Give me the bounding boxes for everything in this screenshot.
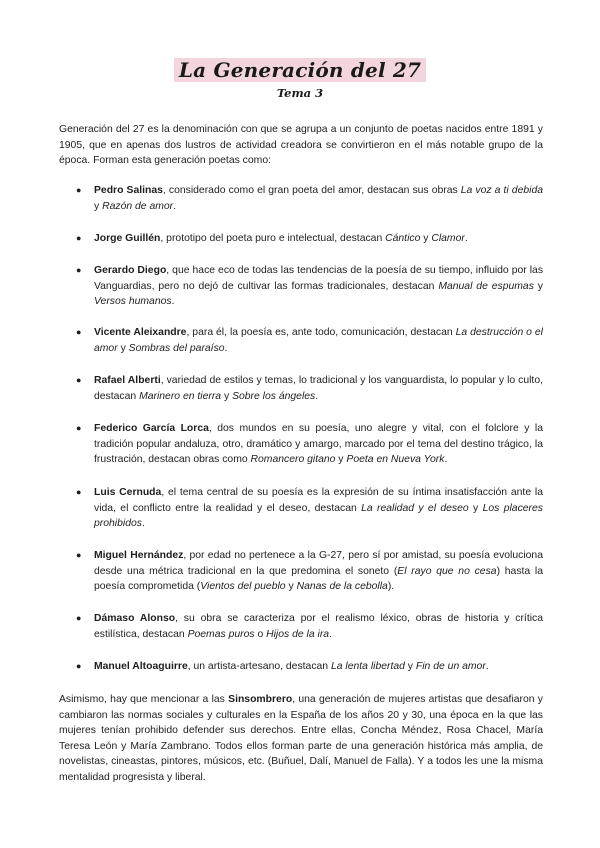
poet-entry-text: Rafael Alberti, variedad de estilos y temas, lo tradicional y los vanguardista, lo popular y lo culto, destacan Marinero en tierra y Sobre los ángeles. bbox=[94, 375, 543, 402]
bullet-icon: ● bbox=[76, 233, 82, 243]
bullet-icon: ● bbox=[76, 487, 82, 497]
poet-entry-text: Dámaso Alonso, su obra se caracteriza por el realismo léxico, obras de historia y crítica estilística, destacan Poemas puros o Hijos de la ira. bbox=[94, 613, 543, 640]
work-title: La realidad y el deseo bbox=[361, 502, 469, 514]
poet-entry-text: Gerardo Diego, que hace eco de todas las tendencias de la poesía de su tiempo, influido por las Vanguardias, pero no dejó de cultivar las formas tradicionales, destacan Manual de espumas y Versos humanos. bbox=[94, 265, 544, 307]
bullet-icon: ● bbox=[76, 185, 82, 195]
work-title: Romancero gitano bbox=[250, 454, 336, 465]
poet-entry-text: Jorge Guillén, prototipo del poeta puro e intelectual, destacan Cántico y Clamor. bbox=[94, 233, 468, 244]
work-title: Los placeres prohibidos bbox=[94, 502, 543, 529]
poet-entry-text: Manuel Altoaguirre, un artista-artesano, destacan La lenta libertad y Fin de un amor. bbox=[94, 661, 489, 672]
bullet-icon: ● bbox=[76, 327, 82, 337]
poet-entry-text: Pedro Salinas, considerado como el gran poeta del amor, destacan sus obras La voz a ti debida y Razón de amor. bbox=[94, 185, 544, 212]
poet-name: Jorge Guillén bbox=[94, 233, 161, 244]
poet-entry-text: Vicente Aleixandre, para él, la poesía es, ante todo, comunicación, destacan La destrucción o el amor y Sombras del paraíso. bbox=[94, 327, 543, 354]
work-title: El rayo que no cesa bbox=[397, 565, 497, 577]
work-title: Sobre los ángeles bbox=[232, 390, 316, 402]
work-title: Manual de espumas bbox=[438, 280, 534, 292]
work-title: La destrucción o el amor bbox=[94, 327, 543, 354]
work-title: Marinero en tierra bbox=[139, 390, 222, 402]
poet-entry-text: Miguel Hernández, por edad no pertenece a la G-27, pero sí por amistad, su poesía evoluciona desde una métrica tradicional en la que predomina el soneto (El rayo que no cesa) hasta la poesía comprometida (Vientos del pueblo y Nanas de la cebolla). bbox=[94, 550, 544, 592]
title-block bbox=[0, 58, 600, 82]
poet-entry-text: Federico García Lorca, dos mundos en su poesía, uno alegre y vital, con el folclore y la tradición popular andaluza, otro, dramático y amargo, marcado por el tema del destino trágico, la frustración, destacan obras como Romancero gitano y Poeta en Nueva York. bbox=[94, 423, 543, 465]
page-title: La Generación del 27 bbox=[174, 58, 426, 82]
poet-name: Miguel Hernández bbox=[94, 550, 184, 561]
work-title: Versos humanos bbox=[94, 296, 172, 307]
poet-name: Rafael Alberti bbox=[94, 375, 161, 386]
closing-paragraph: Asimismo, hay que mencionar a las Sinsombrero, una generación de mujeres artistas que desafiaron y cambiaron las normas sociales y culturales en la España de los años 20 y 30, una época en la que las mujeres tenían prohibido defender sus derechos. Entre ellas, Concha Méndez, Rosa Chacel, María Teresa León y María Zambrano. Todos ellos forman parte de una generación histórica más amplia, de novelistas, cineastas, pintores, músicos, etc. (Buñuel, Dalí, Manuel de Falla). Y a todos les une la misma mentalidad progresista y liberal. bbox=[59, 694, 544, 783]
work-title: Poemas puros bbox=[187, 628, 255, 640]
intro-paragraph: Generación del 27 es la denominación con que se agrupa a un conjunto de poetas nacidos entre 1891 y 1905, que en apenas dos lustros de actividad creadora se convirtieron en el más notable grupo de la época. Forman esta generación poetas como: bbox=[59, 124, 543, 166]
page-subtitle: Tema 3 bbox=[276, 86, 324, 100]
work-title: Vientos del pueblo bbox=[200, 581, 286, 592]
work-title: Hijos de la ira bbox=[266, 628, 330, 640]
poet-name: Gerardo Diego bbox=[94, 265, 167, 276]
bullet-icon: ● bbox=[76, 423, 82, 433]
bullet-icon: ● bbox=[76, 550, 82, 560]
poet-name: Luis Cernuda bbox=[94, 487, 162, 498]
poet-name: Vicente Aleixandre bbox=[94, 327, 187, 338]
work-title: Cántico bbox=[385, 233, 421, 244]
poet-name: Pedro Salinas bbox=[94, 185, 163, 196]
work-title: Fin de un amor bbox=[415, 661, 486, 672]
work-title: Sombras del paraíso bbox=[128, 342, 225, 354]
work-title: Nanas de la cebolla bbox=[296, 581, 388, 592]
work-title: La voz a ti debida bbox=[460, 185, 544, 196]
poet-name: Federico García Lorca bbox=[94, 423, 209, 434]
sinsombrero-term: Sinsombrero bbox=[228, 694, 293, 705]
work-title: Poeta en Nueva York bbox=[346, 454, 445, 465]
poet-name: Dámaso Alonso bbox=[94, 613, 176, 624]
poet-name: Manuel Altoaguirre bbox=[94, 661, 188, 672]
bullet-icon: ● bbox=[76, 661, 82, 671]
bullet-icon: ● bbox=[76, 375, 82, 385]
work-title: Razón de amor bbox=[102, 200, 174, 212]
work-title: Clamor bbox=[431, 233, 465, 244]
bullet-icon: ● bbox=[76, 613, 82, 623]
work-title: La lenta libertad bbox=[330, 661, 405, 672]
bullet-icon: ● bbox=[76, 265, 82, 275]
poet-entry-text: Luis Cernuda, el tema central de su poesía es la expresión de su íntima insatisfacción ante la vida, el conflicto entre la realidad y el deseo, destacan La realidad y el deseo y Los placeres prohibidos. bbox=[94, 487, 543, 529]
